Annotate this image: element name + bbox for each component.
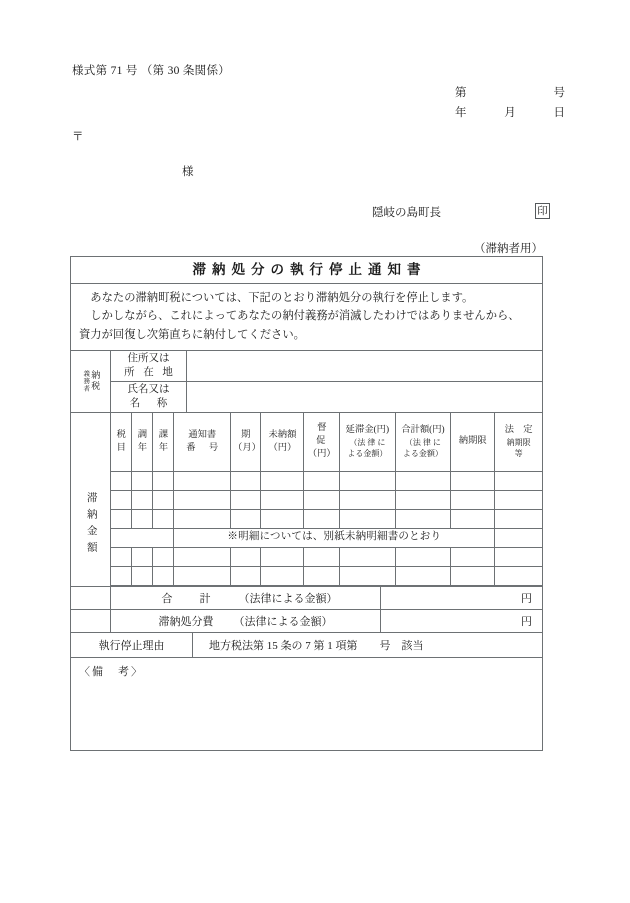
table-cell[interactable] bbox=[495, 547, 542, 566]
total-row-spacer bbox=[71, 587, 111, 609]
notice-frame bbox=[70, 256, 543, 751]
table-cell[interactable] bbox=[340, 509, 396, 528]
disposition-cost-label-sub: （法律による金額） bbox=[233, 615, 333, 628]
table-cell[interactable] bbox=[261, 490, 304, 509]
column-header-1: 税 目 bbox=[111, 413, 132, 472]
total-label-lead: 合 計 bbox=[161, 592, 219, 605]
table-cell[interactable] bbox=[261, 471, 304, 490]
table-cell[interactable] bbox=[231, 566, 261, 585]
intro-line-2: しかしながら、これによってあなたの納付義務が消滅したわけではありませんから、 bbox=[90, 310, 520, 323]
delinquent-amount-section bbox=[71, 413, 542, 587]
table-cell[interactable] bbox=[132, 509, 153, 528]
document-number-line bbox=[455, 84, 565, 100]
total-amount-unit: 円 bbox=[521, 592, 532, 605]
table-cell[interactable] bbox=[132, 547, 153, 566]
table-cell[interactable] bbox=[174, 490, 231, 509]
date-year-label: 年 bbox=[455, 107, 467, 119]
disposition-cost-label-lead: 滞納処分費 bbox=[158, 615, 214, 628]
table-cell[interactable] bbox=[111, 547, 132, 566]
table-header-row bbox=[111, 413, 542, 472]
taxpayer-address-label-line2: 所 在 地 bbox=[124, 366, 176, 378]
table-cell[interactable] bbox=[304, 509, 340, 528]
taxpayer-fields bbox=[111, 351, 542, 412]
total-label bbox=[111, 587, 381, 609]
note-cell-right-pad[interactable] bbox=[495, 528, 542, 547]
column-header-6: 未納額 （円） bbox=[261, 413, 304, 472]
table-cell[interactable] bbox=[495, 471, 542, 490]
table-cell[interactable] bbox=[395, 509, 451, 528]
table-cell[interactable] bbox=[304, 566, 340, 585]
suspension-reason-label: 執行停止理由 bbox=[71, 633, 193, 657]
disposition-cost-amount-cell[interactable] bbox=[381, 610, 542, 632]
table-cell[interactable] bbox=[132, 566, 153, 585]
table-cell[interactable] bbox=[153, 509, 174, 528]
table-row bbox=[111, 490, 542, 509]
table-cell[interactable] bbox=[174, 471, 231, 490]
intro-line-1: あなたの滞納町税については、下記のとおり滞納処分の執行を停止します。 bbox=[90, 292, 474, 304]
remarks-section[interactable] bbox=[71, 658, 542, 750]
audience-note: （滞納者用） bbox=[474, 243, 543, 255]
delinquent-amount-label-text: 滞納金額 bbox=[85, 492, 97, 559]
delinquent-amount-table-wrap bbox=[111, 413, 542, 586]
table-cell[interactable] bbox=[304, 471, 340, 490]
column-header-2: 調 年 bbox=[132, 413, 153, 472]
table-cell[interactable] bbox=[111, 471, 132, 490]
table-cell[interactable] bbox=[111, 490, 132, 509]
column-header-10: 納期限 bbox=[451, 413, 495, 472]
table-cell[interactable] bbox=[395, 490, 451, 509]
table-cell[interactable] bbox=[304, 547, 340, 566]
date-month-label: 月 bbox=[504, 107, 516, 119]
table-cell[interactable] bbox=[132, 471, 153, 490]
taxpayer-name-label-line1: 氏名又は bbox=[127, 384, 170, 396]
intro-paragraph bbox=[71, 284, 542, 351]
table-cell[interactable] bbox=[495, 509, 542, 528]
table-cell[interactable] bbox=[111, 566, 132, 585]
table-cell[interactable] bbox=[340, 566, 396, 585]
delinquent-amount-vertical-label bbox=[71, 413, 111, 586]
table-cell[interactable] bbox=[231, 509, 261, 528]
document-number-unit: 号 bbox=[553, 87, 565, 99]
table-row bbox=[111, 547, 542, 566]
column-header-4: 通知書 番 号 bbox=[174, 413, 231, 472]
table-cell[interactable] bbox=[153, 547, 174, 566]
table-cell[interactable] bbox=[261, 566, 304, 585]
table-cell[interactable] bbox=[231, 471, 261, 490]
table-cell[interactable] bbox=[261, 547, 304, 566]
disposition-cost-unit: 円 bbox=[521, 615, 532, 628]
table-row bbox=[111, 528, 542, 547]
taxpayer-vertical-label bbox=[71, 351, 111, 412]
table-cell[interactable] bbox=[451, 566, 495, 585]
table-cell[interactable] bbox=[451, 547, 495, 566]
taxpayer-address-input[interactable] bbox=[187, 351, 542, 381]
table-row bbox=[111, 566, 542, 585]
column-header-3: 課 年 bbox=[153, 413, 174, 472]
table-cell[interactable] bbox=[231, 547, 261, 566]
table-cell[interactable] bbox=[111, 509, 132, 528]
suspension-reason-value[interactable]: 地方税法第 15 条の 7 第 1 項第 号 該当 bbox=[209, 639, 424, 652]
table-cell[interactable] bbox=[304, 490, 340, 509]
table-cell[interactable] bbox=[340, 547, 396, 566]
table-cell[interactable] bbox=[153, 566, 174, 585]
disposition-cost-row bbox=[71, 610, 542, 633]
postal-code-mark: 〒 bbox=[72, 131, 84, 143]
delinquent-amount-table bbox=[111, 413, 542, 586]
total-row bbox=[71, 587, 542, 610]
addressee-honorific: 様 bbox=[182, 166, 194, 178]
table-cell[interactable] bbox=[451, 471, 495, 490]
column-header-8: 延滞金(円) （法 律 に よる金額） bbox=[340, 413, 396, 472]
total-label-sub: （法律による金額） bbox=[238, 592, 338, 605]
table-row bbox=[111, 509, 542, 528]
column-header-9: 合計額(円) （法 律 に よる金額） bbox=[395, 413, 451, 472]
date-day-label: 日 bbox=[553, 107, 565, 119]
column-header-5: 期 （月） bbox=[231, 413, 261, 472]
table-cell[interactable] bbox=[174, 509, 231, 528]
table-cell[interactable] bbox=[132, 490, 153, 509]
taxpayer-name-row bbox=[111, 382, 542, 412]
note-cell-left-pad[interactable] bbox=[111, 528, 174, 547]
intro-line-3: 資力が回復し次第直ちに納付してください。 bbox=[79, 328, 305, 341]
table-cell[interactable] bbox=[153, 471, 174, 490]
table-cell[interactable] bbox=[395, 566, 451, 585]
taxpayer-address-label bbox=[111, 351, 187, 381]
table-cell[interactable] bbox=[495, 566, 542, 585]
detail-note: ※明細については、別紙未納明細書のとおり bbox=[174, 528, 495, 547]
seal-stamp-box: 印 bbox=[535, 203, 550, 219]
table-cell[interactable] bbox=[340, 490, 396, 509]
taxpayer-label-qualifier: 義務者 bbox=[82, 370, 90, 393]
taxpayer-name-label bbox=[111, 382, 187, 412]
taxpayer-address-label-line1: 住所又は bbox=[127, 353, 170, 365]
issuer-name: 隠岐の島町長 bbox=[372, 207, 441, 219]
table-cell[interactable] bbox=[174, 547, 231, 566]
table-row bbox=[111, 471, 542, 490]
disposition-cost-label bbox=[111, 610, 381, 632]
total-amount-cell[interactable] bbox=[381, 587, 542, 609]
form-number: 様式第 71 号 （第 30 条関係） bbox=[72, 65, 231, 77]
taxpayer-block bbox=[71, 351, 542, 413]
table-cell[interactable] bbox=[231, 490, 261, 509]
table-cell[interactable] bbox=[261, 509, 304, 528]
table-cell[interactable] bbox=[395, 547, 451, 566]
table-cell[interactable] bbox=[451, 490, 495, 509]
table-cell[interactable] bbox=[495, 490, 542, 509]
table-cell[interactable] bbox=[340, 471, 396, 490]
table-cell[interactable] bbox=[174, 566, 231, 585]
taxpayer-name-label-line2: 名 称 bbox=[129, 397, 171, 409]
table-cell[interactable] bbox=[451, 509, 495, 528]
column-header-11: 法 定 納期限 等 bbox=[495, 413, 542, 472]
column-header-7: 督 促 （円） bbox=[304, 413, 340, 472]
document-date-line bbox=[455, 104, 565, 120]
taxpayer-address-row bbox=[111, 351, 542, 382]
document-title: 滞納処分の執行停止通知書 bbox=[71, 257, 542, 284]
document-number-label: 第 bbox=[455, 87, 467, 99]
taxpayer-name-input[interactable] bbox=[187, 382, 542, 412]
disposition-cost-spacer bbox=[71, 610, 111, 632]
remarks-label: 〈備 考〉 bbox=[79, 665, 144, 678]
table-cell[interactable] bbox=[395, 471, 451, 490]
taxpayer-label-main: 納税 bbox=[90, 370, 101, 393]
suspension-reason-row bbox=[71, 633, 542, 658]
table-cell[interactable] bbox=[153, 490, 174, 509]
